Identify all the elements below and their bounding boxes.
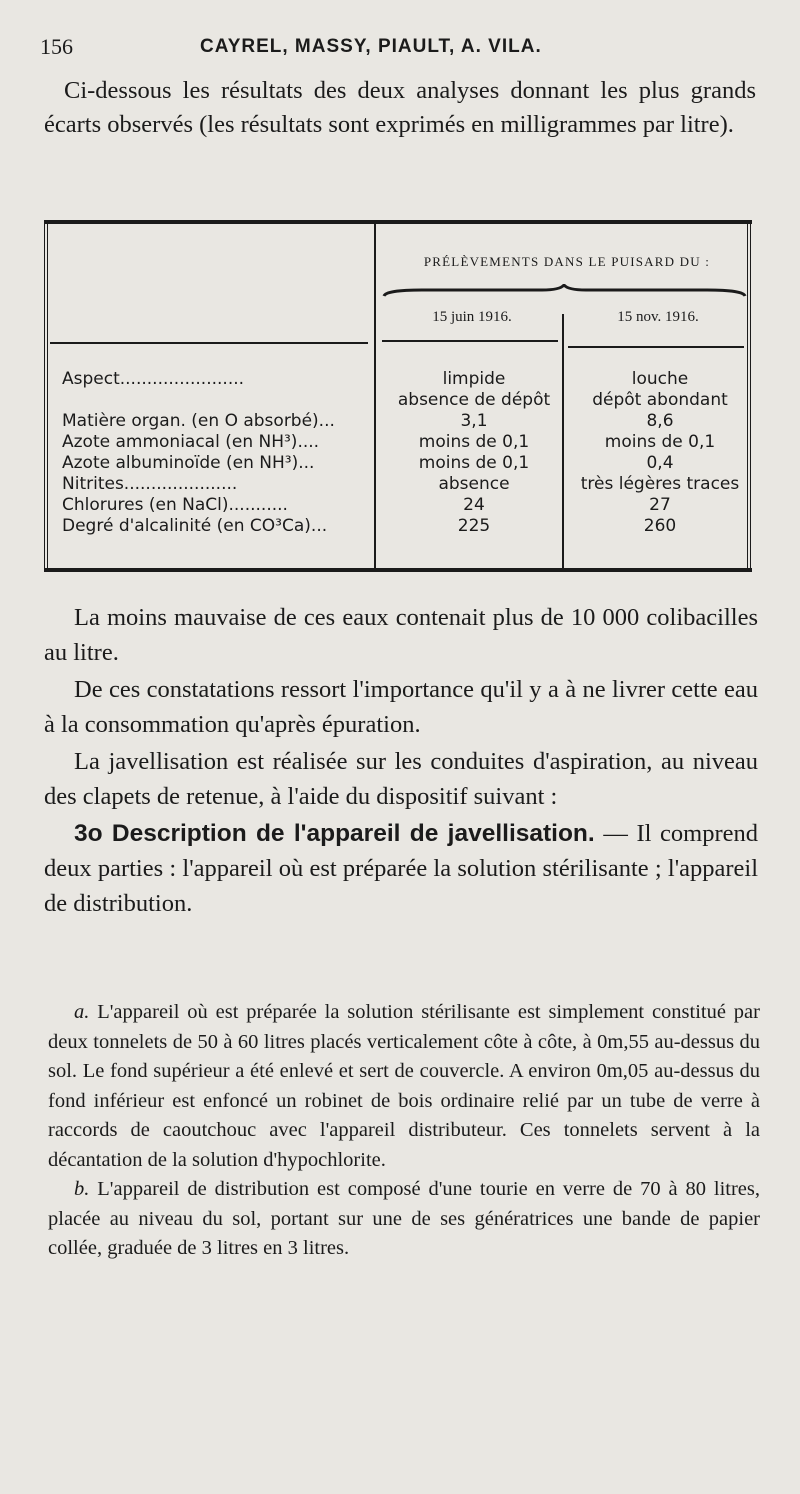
cell-june: 3,1 <box>460 411 488 431</box>
row-label: Azote ammoniacal (en NH³).... <box>62 432 320 452</box>
cell-june: absence de dépôt <box>397 390 551 410</box>
row-label: Aspect....................... <box>62 369 245 389</box>
table-row <box>44 474 752 496</box>
row-label: Degré d'alcalinité (en CO³Ca)... <box>62 516 328 536</box>
column-header-june: 15 juin 1916. <box>432 309 512 325</box>
table-group-header: PRÉLÈVEMENTS DANS LE PUISARD DU : <box>423 254 711 269</box>
table-row <box>44 369 752 391</box>
table-row <box>44 453 752 475</box>
section-title: 3o Description de l'appareil de javellisation. <box>74 820 595 847</box>
item-a-text: L'appareil où est préparée la solution stérilisante est simplement constitué par deux tonnelets de 50 à 60 litres placés verticalement côte à côte, à 0m,55 au-dessus du sol. Le fond supérieur a été enlevé et sert de couvercle. A environ 0m,05 au-dessus du fond inférieur est enfoncé un robinet de bois ordinaire relié par un tube de verre à raccords de caoutchouc avec l'appareil distributeur. Ces tonnelets servent à la décantation de la solution d'hypochlorite. <box>48 1001 760 1171</box>
cell-november: louche <box>631 369 689 389</box>
table-row <box>44 390 752 412</box>
running-header <box>40 34 760 64</box>
cell-november: 260 <box>643 516 677 536</box>
item-b <box>48 1175 760 1264</box>
body-text <box>44 600 758 923</box>
header-brace <box>382 284 747 300</box>
paragraph-javellisation: La javellisation est réalisée sur les conduites d'aspiration, au niveau des clapets de retenue, à l'aide du dispositif suivant : <box>44 748 758 810</box>
cell-june: 225 <box>457 516 491 536</box>
running-head-authors: CAYREL, MASSY, PIAULT, A. VILA. <box>200 36 542 57</box>
header-rule-left <box>50 342 368 344</box>
intro-text: Ci-dessous les résultats des deux analyses donnant les plus grands écarts observés (les résultats sont exprimés en milligrammes par litre). <box>44 77 756 138</box>
cell-june: limpide <box>442 369 506 389</box>
table-row <box>44 411 752 433</box>
row-label: Matière organ. (en O absorbé)... <box>62 411 335 431</box>
page-number: 156 <box>40 34 73 59</box>
cell-november: 8,6 <box>646 411 674 431</box>
cell-november: dépôt abondant <box>592 390 728 410</box>
cell-june: 24 <box>463 495 485 515</box>
cell-june: absence <box>438 474 510 494</box>
item-b-text: L'appareil de distribution est composé d'une tourie en verre de 70 à 80 litres, placée au niveau du sol, portant sur une de ses génératrices une bande de papier collée, graduée de 3 litres en 3 litres. <box>48 1178 760 1259</box>
row-label: Chlorures (en NaCl)........... <box>62 495 288 515</box>
column-header-november: 15 nov. 1916. <box>617 309 699 325</box>
section-text: — Il comprend deux parties : l'appareil où est préparée la solution stérilisante ; l'appareil de distribution. <box>44 820 758 917</box>
header-rule-middle <box>382 340 558 342</box>
cell-june: moins de 0,1 <box>418 453 530 473</box>
cell-november: moins de 0,1 <box>604 432 716 452</box>
item-a <box>48 998 760 1175</box>
row-label: Nitrites..................... <box>62 474 238 494</box>
cell-november: très légères traces <box>580 474 740 494</box>
paragraph-constatations: De ces constatations ressort l'importance qu'il y a à ne livrer cette eau à la consommation qu'après épuration. <box>44 676 758 738</box>
analysis-table <box>44 220 752 572</box>
cell-june: moins de 0,1 <box>418 432 530 452</box>
section-description <box>44 816 758 921</box>
intro-paragraph <box>44 74 756 142</box>
table-row <box>44 516 752 538</box>
table-row <box>44 432 752 454</box>
item-b-marker: b. <box>74 1178 90 1200</box>
detail-text <box>48 998 760 1264</box>
cell-november: 0,4 <box>646 453 674 473</box>
header-rule-right <box>568 346 744 348</box>
table-row <box>44 495 752 517</box>
cell-november: 27 <box>649 495 671 515</box>
paragraph-colibacilles: La moins mauvaise de ces eaux contenait plus de 10 000 colibacilles au litre. <box>44 604 758 666</box>
item-a-marker: a. <box>74 1001 90 1023</box>
row-label: Azote albuminoïde (en NH³)... <box>62 453 315 473</box>
